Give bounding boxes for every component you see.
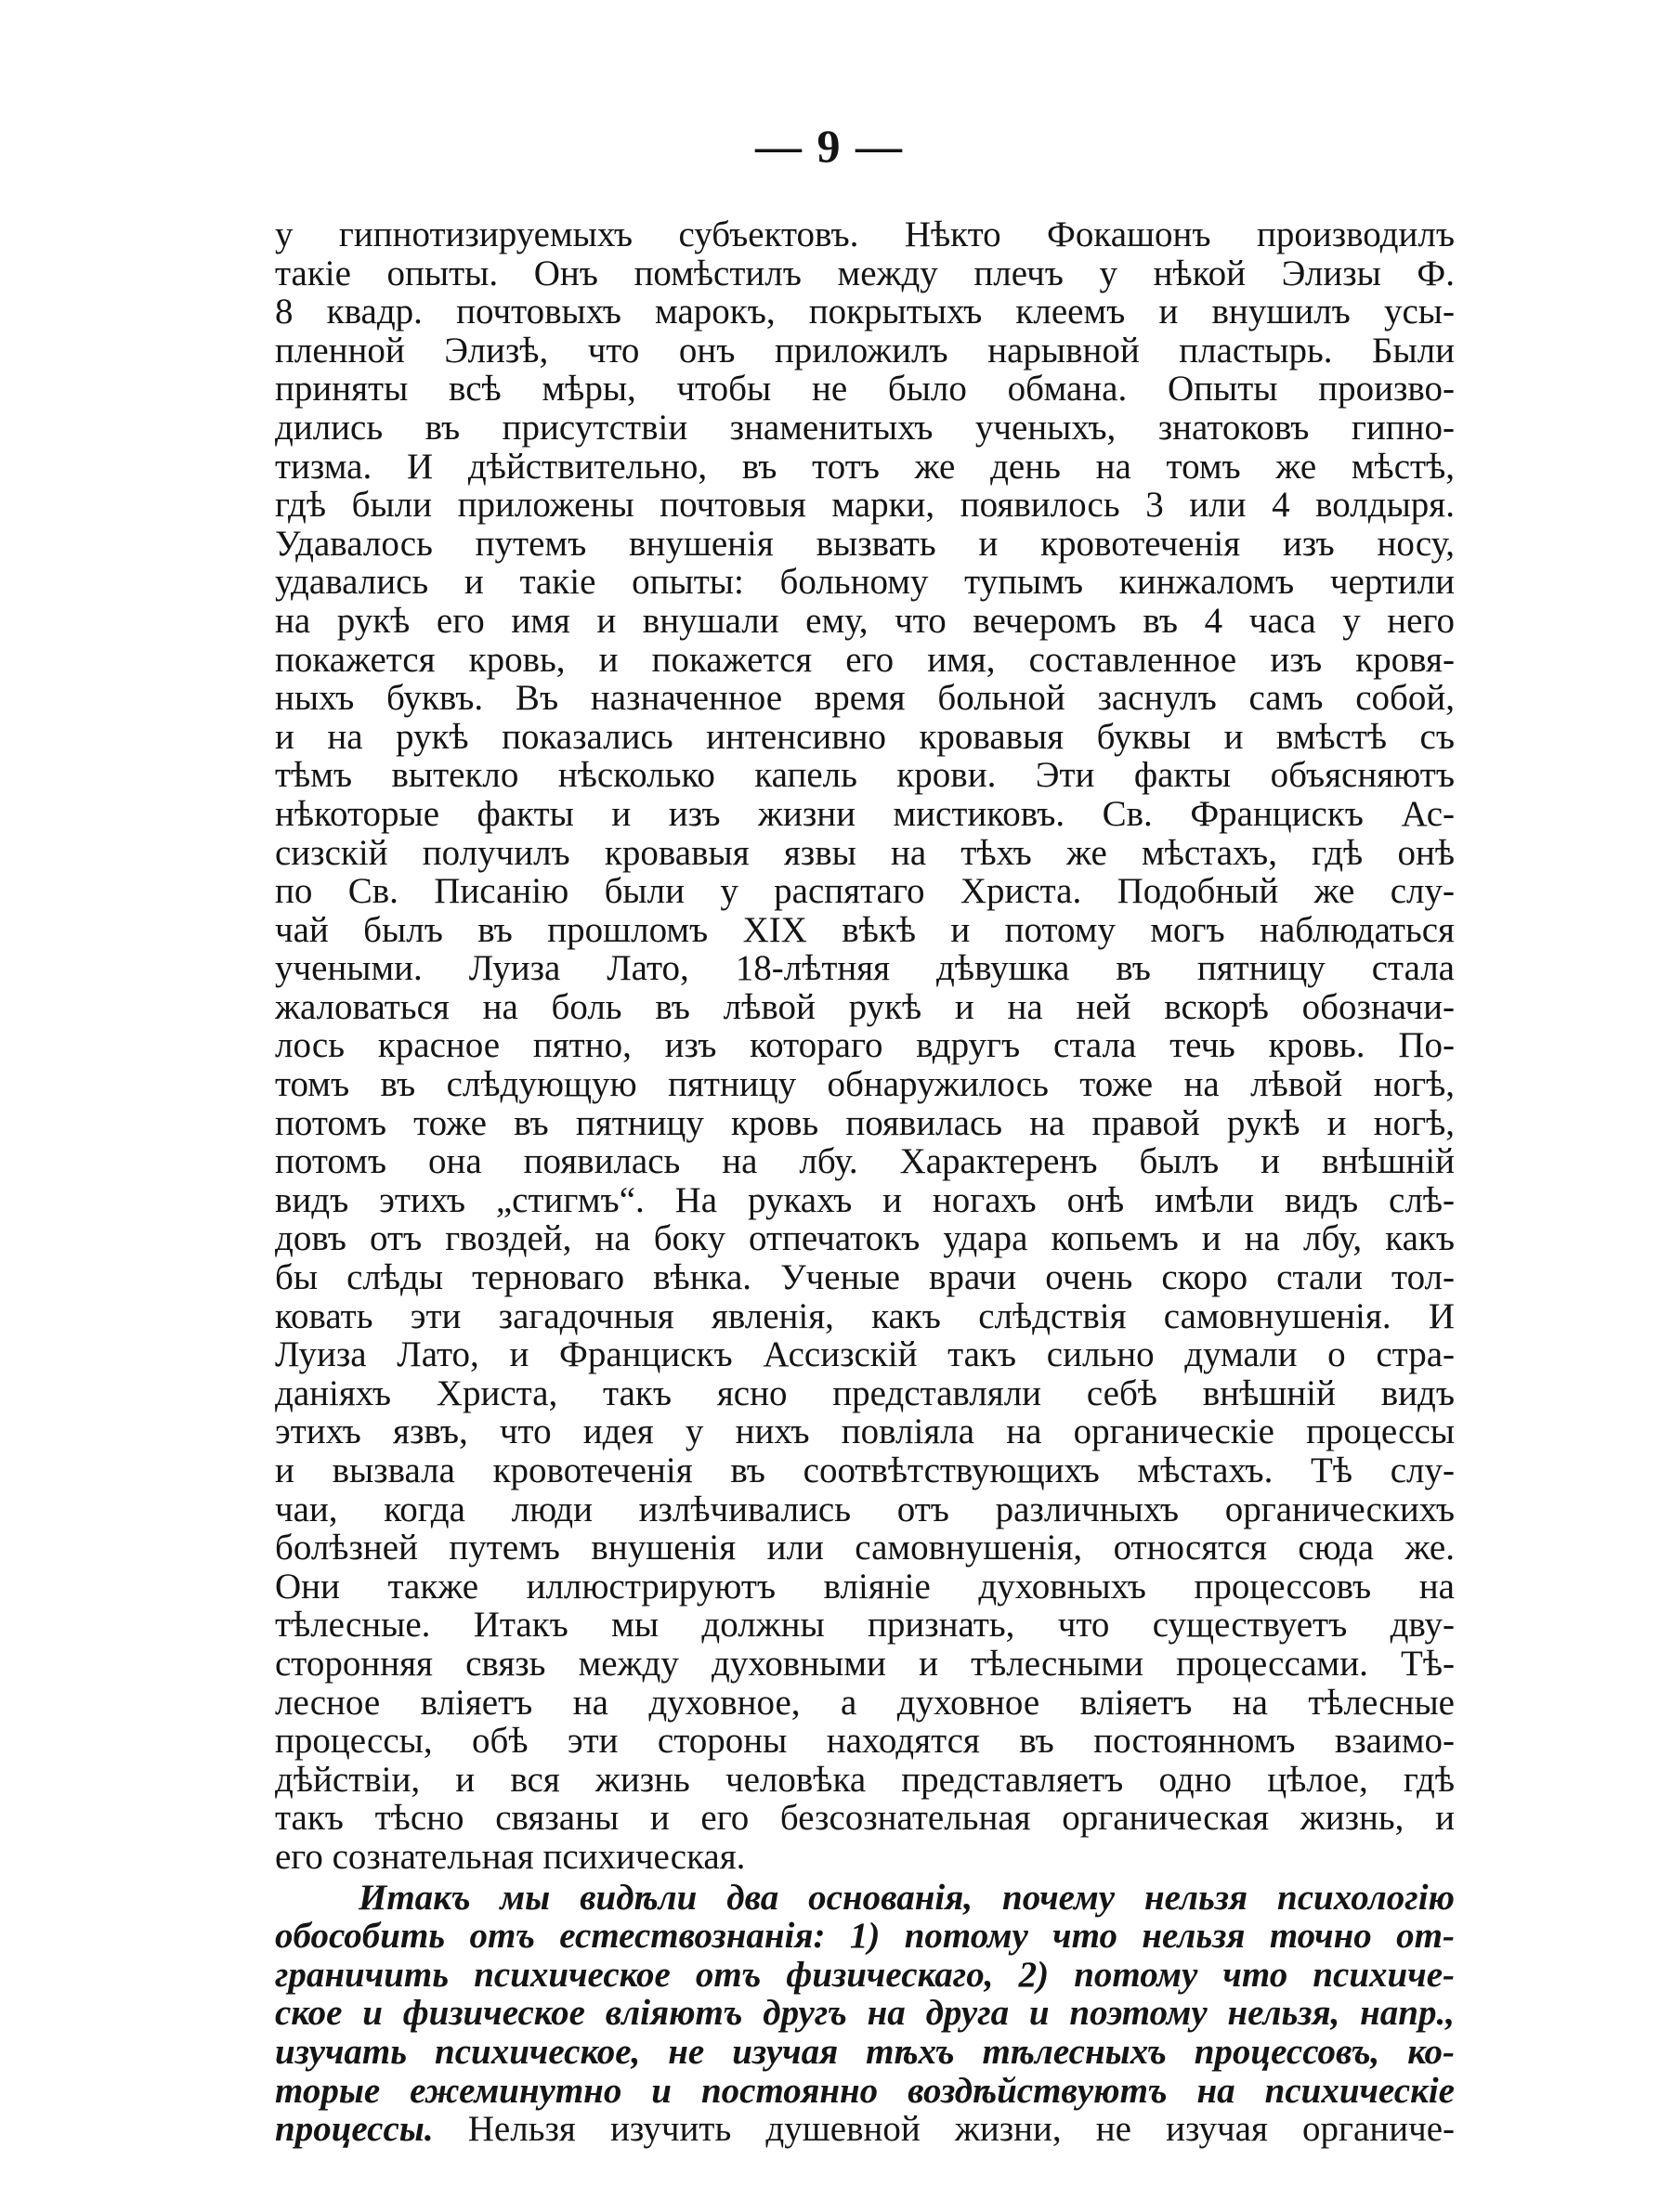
text-line-mixed [275, 2110, 1455, 2149]
text-line: довъ отъ гвоздей, на боку отпечатокъ удара копьемъ и на лбу, какъ [275, 1218, 1455, 1259]
text-line-italic: изучать психическое, не изучая тѣхъ тѣлесныхъ процессовъ, ко- [275, 2031, 1455, 2072]
body-text [275, 215, 1455, 2149]
text-line: бы слѣды терноваго вѣнка. Ученые врачи очень скоро стали тол- [275, 1257, 1455, 1298]
text-line: дѣйствіи, и вся жизнь человѣка представляетъ одно цѣлое, гдѣ [275, 1759, 1455, 1800]
text-line: даніяхъ Христа, такъ ясно представляли себѣ внѣшній видъ [275, 1373, 1455, 1413]
text-line: сторонняя связь между духовными и тѣлесными процессами. Тѣ- [275, 1643, 1455, 1684]
text-line: сизскій получилъ кровавыя язвы на тѣхъ же мѣстахъ, гдѣ онѣ [275, 832, 1455, 873]
text-line-italic: Итакъ мы видѣли два основанія, почему нельзя психологію [359, 1877, 1455, 1918]
text-line: по Св. Писанію были у распятаго Христа. Подобный же слу- [275, 871, 1455, 912]
text-line: лось красное пятно, изъ котораго вдругъ стала течь кровь. По- [275, 1025, 1455, 1066]
text-line-italic: граничить психическое отъ физическаго, 2) потому что психиче- [275, 1954, 1455, 1995]
text-line: потомъ она появилась на лбу. Характеренъ былъ и внѣшній [275, 1141, 1455, 1182]
text-line: приняты всѣ мѣры, чтобы не было обмана. Опыты произво- [275, 369, 1455, 410]
text-line: и на рукѣ показались интенсивно кровавыя буквы и вмѣстѣ съ [275, 716, 1455, 757]
text-line-italic: обособить отъ естествознанія: 1) потому что нельзя точно от- [275, 1916, 1455, 1957]
text-line: тѣмъ вытекло нѣсколько капель крови. Эти факты объясняютъ [275, 755, 1455, 796]
text-line: у гипнотизируемыхъ субъектовъ. Нѣкто Фокашонъ производилъ [275, 215, 1455, 254]
italic-run: процессы. [275, 2109, 434, 2150]
text-line: пленной Элизѣ, что онъ приложилъ нарывной пластырь. Были [275, 330, 1455, 371]
paragraph-2 [275, 1879, 1455, 2149]
text-line: чай былъ въ прошломъ XIX вѣкѣ и потому могъ наблюдаться [275, 909, 1455, 950]
text-line: болѣзней путемъ внушенія или самовнушенія, относятся сюда же. [275, 1528, 1455, 1568]
text-line: процессы, обѣ эти стороны находятся въ постоянномъ взаимо- [275, 1721, 1455, 1762]
text-line-italic: торые ежеминутно и постоянно воздѣйствуютъ на психическіе [275, 2070, 1455, 2111]
text-line: ковать эти загадочныя явленія, какъ слѣдствія самовнушенія. И [275, 1295, 1455, 1336]
text-line: нѣкоторые факты и изъ жизни мистиковъ. Св. Францискъ Ас- [275, 793, 1455, 834]
text-line: на рукѣ его имя и внушали ему, что вечеромъ въ 4 часа у него [275, 600, 1455, 641]
paragraph-1 [275, 215, 1455, 1877]
text-line: и вызвала кровотеченія въ соотвѣтствующихъ мѣстахъ. Тѣ слу- [275, 1451, 1455, 1490]
text-line: 8 квадр. почтовыхъ марокъ, покрытыхъ клеемъ и внушилъ усы- [275, 292, 1455, 332]
text-line: ныхъ буквъ. Въ назначенное время больной заснулъ самъ собой, [275, 678, 1455, 719]
text-line: Луиза Лато, и Францискъ Ассизскій такъ сильно думали о стра- [275, 1334, 1455, 1375]
text-line: жаловаться на боль въ лѣвой рукѣ и на ней вскорѣ обозначи- [275, 986, 1455, 1027]
normal-run: Нельзя изучить душевной жизни, не изучая органиче- [433, 2109, 1455, 2150]
text-line-italic: ское и физическое вліяютъ другъ на друга и поэтому нельзя, напр., [275, 1993, 1455, 2034]
text-line: чаи, когда люди излѣчивались отъ различныхъ органическихъ [275, 1489, 1455, 1529]
text-line: покажется кровь, и покажется его имя, составленное изъ кровя- [275, 639, 1455, 680]
text-line: учеными. Луиза Лато, 18-лѣтняя дѣвушка въ пятницу стала [275, 948, 1455, 989]
text-line: дились въ присутствіи знаменитыхъ ученыхъ, знатоковъ гипно- [275, 407, 1455, 448]
text-line: тѣлесные. Итакъ мы должны признать, что существуетъ дву- [275, 1605, 1455, 1646]
text-line: лесное вліяетъ на духовное, а духовное вліяетъ на тѣлесные [275, 1682, 1455, 1723]
text-line: тизма. И дѣйствительно, въ тотъ же день на томъ же мѣстѣ, [275, 446, 1455, 487]
text-line: Они также иллюстрируютъ вліяніе духовныхъ процессовъ на [275, 1566, 1455, 1607]
text-line: Удавалось путемъ внушенія вызвать и кровотеченія изъ носу, [275, 523, 1455, 564]
text-line: гдѣ были приложены почтовыя марки, появилось 3 или 4 волдыря. [275, 485, 1455, 526]
text-line: такіе опыты. Онъ помѣстилъ между плечъ у нѣкой Элизы Ф. [275, 253, 1455, 293]
text-line: потомъ тоже въ пятницу кровь появилась на правой рукѣ и ногѣ, [275, 1102, 1455, 1143]
text-line: видъ этихъ „стигмъ“. На рукахъ и ногахъ онѣ имѣли видъ слѣ- [275, 1179, 1455, 1220]
text-line: удавались и такіе опыты: больному тупымъ кинжаломъ чертили [275, 562, 1455, 603]
text-line: томъ въ слѣдующую пятницу обнаружилось тоже на лѣвой ногѣ, [275, 1064, 1455, 1105]
text-line: этихъ язвъ, что идея у нихъ повліяла на органическіе процессы [275, 1412, 1455, 1452]
text-line: такъ тѣсно связаны и его безсознательная органическая жизнь, и [275, 1798, 1455, 1839]
text-line: его сознательная психическая. [275, 1836, 746, 1877]
page-number: — 9 — [755, 120, 904, 172]
